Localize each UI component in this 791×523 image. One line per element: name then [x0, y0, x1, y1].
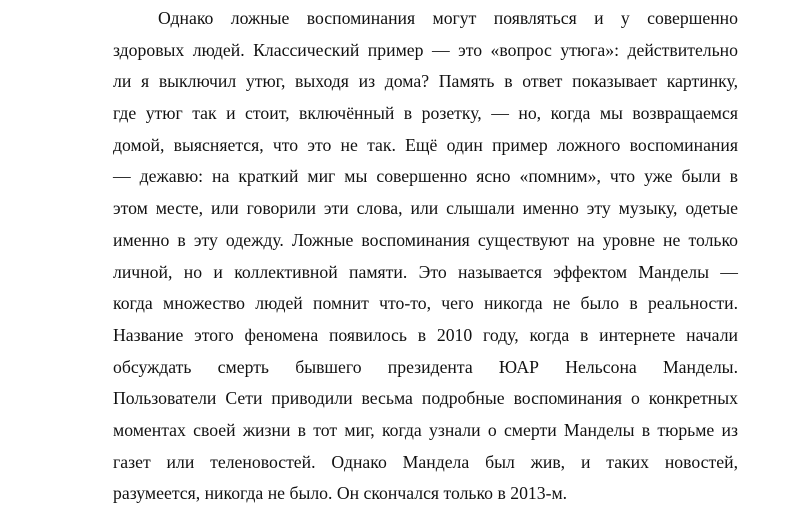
- paragraph-line: именно в эту одежду. Ложные воспоминания существуют на уровне не только: [113, 229, 738, 250]
- paragraph-line: Однако ложные воспоминания могут появляться и у совершенно: [158, 8, 738, 28]
- paragraph-line: домой, выясняется, что это не так. Ещё один пример ложного воспоминания: [113, 134, 738, 155]
- paragraph-line: разумеется, никогда не было. Он скончался только в 2013-м.: [113, 483, 568, 504]
- paragraph: [113, 3, 738, 510]
- paragraph-line: Название этого феномена появилось в 2010 году, когда в интернете начали: [113, 324, 738, 345]
- paragraph-line: моментах своей жизни в тот миг, когда узнали о смерти Манделы в тюрьме из: [113, 419, 738, 440]
- paragraph-line: ли я выключил утюг, выходя из дома? Память в ответ показывает картинку,: [113, 71, 738, 92]
- paragraph-line: где утюг так и стоит, включённый в розетку, — но, когда мы возвращаемся: [113, 103, 738, 124]
- paragraph-line: здоровых людей. Классический пример — это «вопрос утюга»: действительно: [113, 39, 738, 60]
- paragraph-line: газет или теленовостей. Однако Мандела был жив, и таких новостей,: [113, 451, 738, 472]
- paragraph-line: обсуждать смерть бывшего президента ЮАР Нельсона Манделы.: [113, 356, 738, 377]
- paragraph-line: личной, но и коллективной памяти. Это называется эффектом Манделы —: [113, 261, 738, 282]
- paragraph-line: — дежавю: на краткий миг мы совершенно ясно «помним», что уже были в: [113, 166, 738, 187]
- paragraph-line: Пользователи Сети приводили весьма подробные воспоминания о конкретных: [113, 388, 738, 409]
- paragraph-line: этом месте, или говорили эти слова, или слышали именно эту музыку, одетые: [113, 198, 738, 219]
- paragraph-line: когда множество людей помнит что-то, чего никогда не было в реальности.: [113, 293, 738, 314]
